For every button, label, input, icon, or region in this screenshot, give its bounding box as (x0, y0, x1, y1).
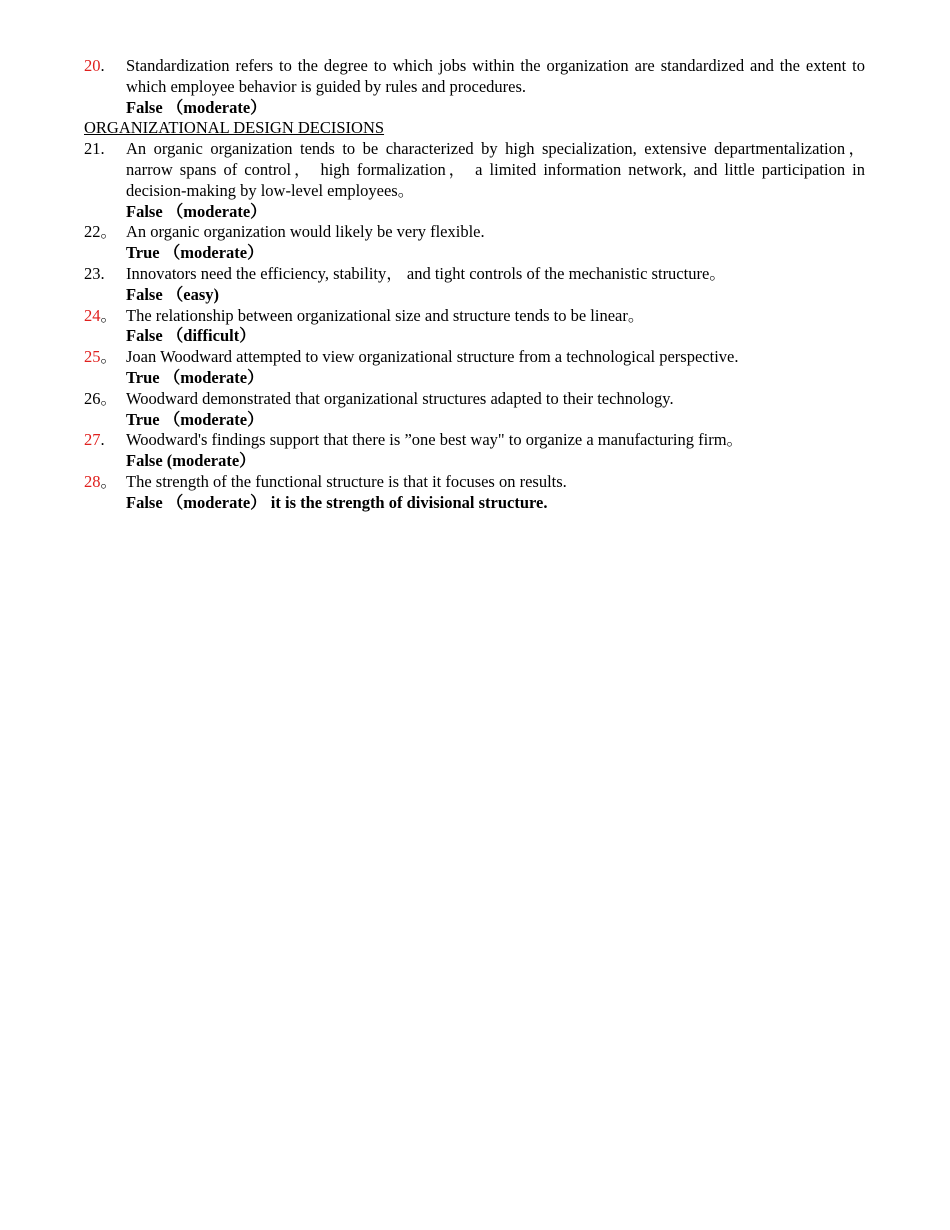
question-number-suffix: 。 (100, 471, 117, 491)
question-number-suffix: 。 (100, 388, 117, 408)
question-number (84, 222, 126, 243)
question-item (84, 347, 865, 389)
question-item (84, 306, 865, 348)
document-page (84, 56, 865, 514)
question-number-suffix: . (100, 263, 105, 283)
question-number-digits: 21 (84, 139, 101, 159)
question-item (84, 472, 865, 514)
question-answer: True （moderate） (126, 409, 264, 429)
question-number-suffix: 。 (100, 347, 117, 367)
question-number-suffix: 。 (100, 222, 117, 242)
question-number-digits: 20 (84, 56, 101, 75)
question-number (84, 389, 126, 410)
question-number (84, 56, 126, 77)
question-item (84, 430, 865, 472)
question-number (84, 347, 126, 368)
question-statement: The relationship between organizational size and structure tends to be linear。 (126, 305, 645, 325)
question-answer: False (moderate） (126, 451, 256, 471)
question-number-digits: 26 (84, 388, 101, 408)
question-number-suffix: . (100, 56, 105, 75)
question-number-digits: 25 (84, 347, 101, 367)
question-item (84, 56, 865, 118)
question-answer: False （moderate） (126, 97, 267, 117)
question-number-suffix: . (100, 430, 105, 450)
question-item (84, 389, 865, 431)
question-statement: Woodward's findings support that there is ”one best way" to organize a manufacturing firm。 (126, 430, 744, 450)
question-statement: Woodward demonstrated that organizational structures adapted to their technology. (126, 388, 674, 408)
question-statement: Standardization refers to the degree to which jobs within the organization are standardized and the extent to which employee behavior is guided by rules and procedures. (126, 56, 865, 96)
question-statement: An organic organization would likely be very flexible. (126, 222, 485, 242)
question-item (84, 139, 865, 222)
question-number-digits: 27 (84, 430, 101, 450)
question-statement: Innovators need the efficiency, stability， and tight controls of the mechanistic structure。 (126, 263, 726, 283)
question-statement: An organic organization tends to be characterized by high specialization, extensive departmentalization，narrow spans of control， high formalization， a limited information network, and little participation in decision-making by low-level employees。 (126, 139, 865, 200)
question-item (84, 264, 865, 306)
question-number-suffix: 。 (100, 305, 117, 325)
question-item (84, 222, 865, 264)
question-statement: Joan Woodward attempted to view organizational structure from a technological perspective. (126, 347, 739, 367)
question-number (84, 306, 126, 327)
question-answer: True （moderate） (126, 243, 264, 263)
question-number-digits: 23 (84, 263, 101, 283)
question-number (84, 430, 126, 451)
question-number-digits: 28 (84, 471, 101, 491)
question-answer: False （moderate） it is the strength of divisional structure. (126, 492, 548, 512)
question-number-digits: 24 (84, 305, 101, 325)
question-answer: False （difficult） (126, 326, 256, 346)
question-number-digits: 22 (84, 222, 101, 242)
question-answer: True （moderate） (126, 367, 264, 387)
question-number (84, 139, 126, 160)
question-number (84, 472, 126, 493)
section-heading: ORGANIZATIONAL DESIGN DECISIONS (84, 118, 385, 138)
question-answer: False （easy) (126, 284, 220, 304)
question-answer: False （moderate） (126, 201, 267, 221)
question-number (84, 264, 126, 285)
question-statement: The strength of the functional structure is that it focuses on results. (126, 471, 567, 491)
question-number-suffix: . (100, 139, 105, 159)
